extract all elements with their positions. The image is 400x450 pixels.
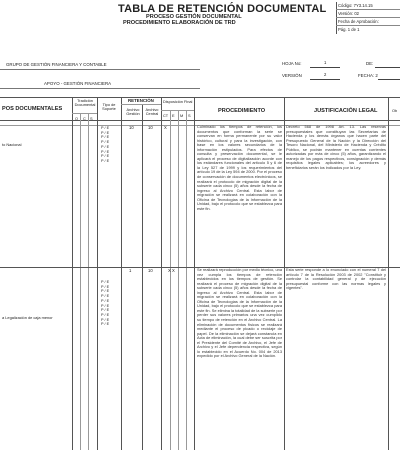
col-letter-c: C [83, 116, 86, 121]
row1-legal-text: Decreto 568 de 1998 Art. 13. Las reservas presupuestales que constituyan las Secretarías de Hacienda y los demás órganos que hacen parte del Presupuesto General de la Nación y la Dirección del Tesoro Nacional, del Ministerio de Hacienda y Crédito Público, se podrán mantener en cuentas corrientes autorizadas por más de cinco (5) años, garantizando el manejo de los pagos respectivos, consignación y demás requisitos legales aplicables; los acreedores y beneficiarios serán los indicados por la Ley. [286, 125, 386, 170]
row1-support-types: P / E P / E P / E P / E P / E P / E P / E P / E [101, 126, 110, 163]
page-number-label: Pág. 1 de 1 [338, 27, 360, 32]
col-header-retention: RETENCIÓN [128, 98, 154, 103]
row2-retention-central: 10 [148, 268, 153, 273]
row1-disposition: X [164, 125, 167, 130]
version-info-value: 2 [324, 72, 327, 77]
of-label: DE: [366, 61, 374, 66]
date-info-label: FECHA: 2 [358, 73, 378, 78]
col-header-support-type: Tipo de Soporte [102, 102, 116, 112]
col-letter-m: M [180, 113, 184, 118]
approval-date-label: Fecha de Aprobación: [338, 19, 379, 24]
col-letter-e: E [172, 113, 175, 118]
col-header-archive-central: Archivo Central [145, 107, 159, 117]
col-letter-ct: CT [163, 113, 169, 118]
sheet-number-label: HOJA No: [282, 61, 302, 66]
row1-procedure-text: Culminado los tiempos de retención, los documentos que conforman la serie se conservan en forma permanente por su valor histórico, cultural y para la investigación, con base en los valores secundarios de la información estipulados. Para efectos de consulta y preservación documental, se le aplicará el proceso de digitalización acorde con los estándares funcionales del artículo 5 y 6 de la Ley 527 de 1999 y los requerimientos del artículo 19 de la Ley 594 de 2000. Por el proceso de conservación de documentos electrónicos, se realizará el protocolo de migración digital de la subserie cada cinco (5) años desde la fecha de ingreso al Archivo Central. Esta labor de migración se realizará en colaboración con la Oficina de Tecnologías de la Información de la Unidad, bajo el protocolo que se establezca para este fin. [197, 125, 282, 211]
col-header-final-disposition: Disposición Final [163, 99, 193, 104]
code-label: Código: 7Y3.14.15 [338, 3, 373, 8]
sheet-number-value: 1 [324, 60, 327, 65]
col-letter-o: O [75, 116, 79, 121]
col-header-tradition: Tradición Documental [74, 98, 96, 108]
row2-legal-text: Esta serie responde a lo enunciado con el numeral 7 del artículo 7 de la Resolución 2003 de 2002 "Constituir y controlar la contabilidad general y de ejecución presupuestal conforme con las normas legales y vigentes". [286, 268, 386, 291]
process-subtitle: PROCESO GESTIÓN DOCUMENTAL [146, 14, 242, 20]
col-header-procedure: PROCEDIMIENTO [218, 108, 266, 114]
row2-series-label: a Legalización de caja menor [2, 315, 53, 320]
col-letter-s-disp: S [188, 113, 191, 118]
row2-disposition: X X [168, 268, 175, 273]
col-header-observations: Ob [392, 108, 398, 113]
row1-retention-management: 10 [129, 125, 134, 130]
col-letter-s: S [90, 116, 93, 121]
row2-support-types: P / E P / E P / E P / E P / E P / E P / E P / E P / E P / E [101, 280, 110, 327]
row1-retention-central: 10 [148, 125, 153, 130]
row2-procedure-text: Se realizará reproducción por medio técnico, una vez cumpla los tiempos de retención establecidos en los tiempos de gestión. Se realizará el proceso de migración digital de la subserie cada cinco (5) años desde la fecha de ingreso al Archivo Central. Esta labor de migración se realizará en colaboración con la Oficina de Tecnologías de la Información de la Unidad, bajo el protocolo que se establezca para este fin. Se elimina la totalidad de la subserie por perder sus valores primarios una vez cumplido su tiempo de retención en el Archivo Central. La eliminación de documentos físicos se realizará mediante el proceso de picado o reciclaje de papel. De la eliminación se dejará constancia en Acta de eliminación, la cual debe ser suscrita por el Presidente del Comité de Archivo, el Jefe de Archivo y el Jefe dependencia respectiva, según lo establecido en el Acuerdo No. 004 de 2013 expedido por el Archivo General de la Nación. [197, 268, 282, 359]
support-area-label: APOYO - GESTIÓN FINANCIERA [44, 81, 112, 86]
row2-retention-management: 1 [129, 268, 132, 273]
version-info-label: VERSIÓN [282, 73, 302, 78]
document-title: TABLA DE RETENCIÓN DOCUMENTAL [118, 3, 327, 15]
col-header-legal-justification: JUSTIFICACIÓN LEGAL [314, 108, 378, 114]
col-header-document-types: POS DOCUMENTALES [2, 106, 63, 112]
procedure-subtitle: PROCEDIMIENTO ELABORACIÓN DE TRD [123, 20, 236, 26]
col-header-archive-management: Archivo Gestión [126, 107, 140, 117]
row1-series-label: to Nacional [2, 142, 22, 147]
group-label: GRUPO DE GESTIÓN FINANCIERA Y CONTABLE [6, 62, 107, 67]
version-label: Versión: 02 [338, 11, 359, 16]
